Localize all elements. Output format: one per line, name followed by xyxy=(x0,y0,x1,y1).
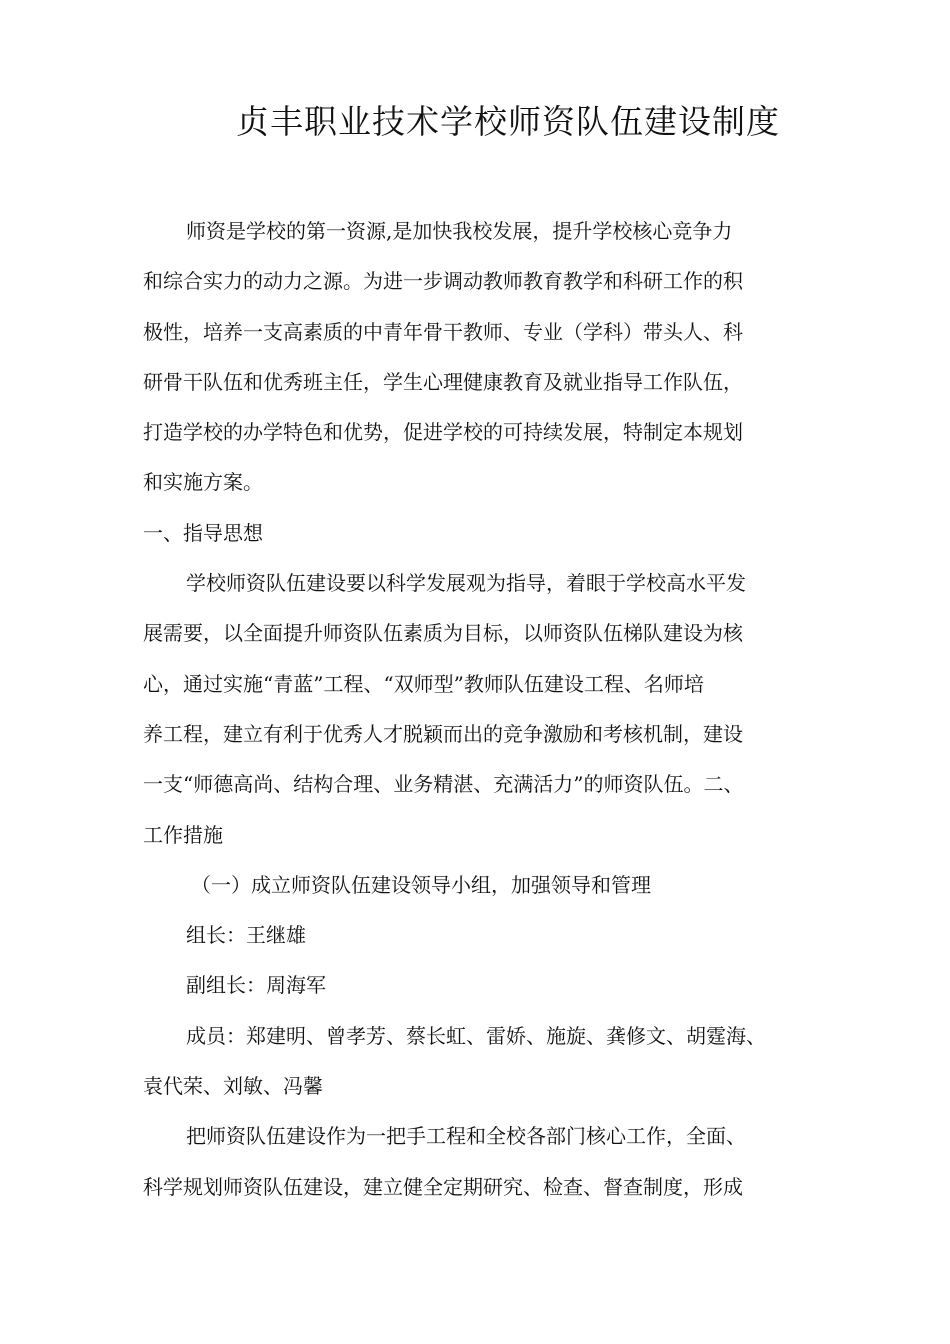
paragraph-line: 展需要，以全面提升师资队伍素质为目标，以师资队伍梯队建设为核 xyxy=(143,621,743,646)
paragraph-line: 学校师资队伍建设要以科学发展观为指导，着眼于学校高水平发 xyxy=(186,571,746,596)
paragraph-line: 研骨干队伍和优秀班主任，学生心理健康教育及就业指导工作队伍， xyxy=(143,369,743,394)
section-heading: 工作措施 xyxy=(143,822,223,847)
leader-line: 组长：王继雄 xyxy=(186,923,306,948)
document-title: 贞丰职业技术学校师资队伍建设制度 xyxy=(236,102,780,141)
paragraph-line: 极性，培养一支高素质的中青年骨干教师、专业（学科）带头人、科 xyxy=(143,319,743,344)
members-line: 成员：郑建明、曾孝芳、蔡长虹、雷娇、施旋、龚修文、胡霆海、 xyxy=(186,1023,766,1048)
paragraph-line: 打造学校的办学特色和优势，促进学校的可持续发展，特制定本规划 xyxy=(143,420,743,445)
deputy-leader-line: 副组长：周海军 xyxy=(186,973,326,998)
paragraph-line: 师资是学校的第一资源,是加快我校发展，提升学校核心竞争力 xyxy=(186,219,733,243)
paragraph-line: 和实施方案。 xyxy=(143,470,263,495)
paragraph-line: 心，通过实施“青蓝”工程、“双师型”教师队伍建设工程、名师培 xyxy=(143,671,704,696)
paragraph-line: 科学规划师资队伍建设，建立健全定期研究、检查、督查制度，形成 xyxy=(143,1174,743,1199)
paragraph-line: 和综合实力的动力之源。为进一步调动教师教育教学和科研工作的积 xyxy=(143,269,743,294)
paragraph-line: 一支“师德高尚、结构合理、业务精湛、充满活力”的师资队伍。二、 xyxy=(143,772,744,797)
paragraph-line: 把师资队伍建设作为一把手工程和全校各部门核心工作，全面、 xyxy=(186,1124,746,1149)
section-heading: 一、指导思想 xyxy=(143,520,263,545)
subsection-heading: （一）成立师资队伍建设领导小组，加强领导和管理 xyxy=(191,872,651,897)
document-body xyxy=(143,206,818,1212)
members-line: 袁代荣、刘敏、冯馨 xyxy=(143,1074,323,1099)
paragraph-line: 养工程，建立有利于优秀人才脱颖而出的竞争激励和考核机制，建设 xyxy=(143,721,743,746)
